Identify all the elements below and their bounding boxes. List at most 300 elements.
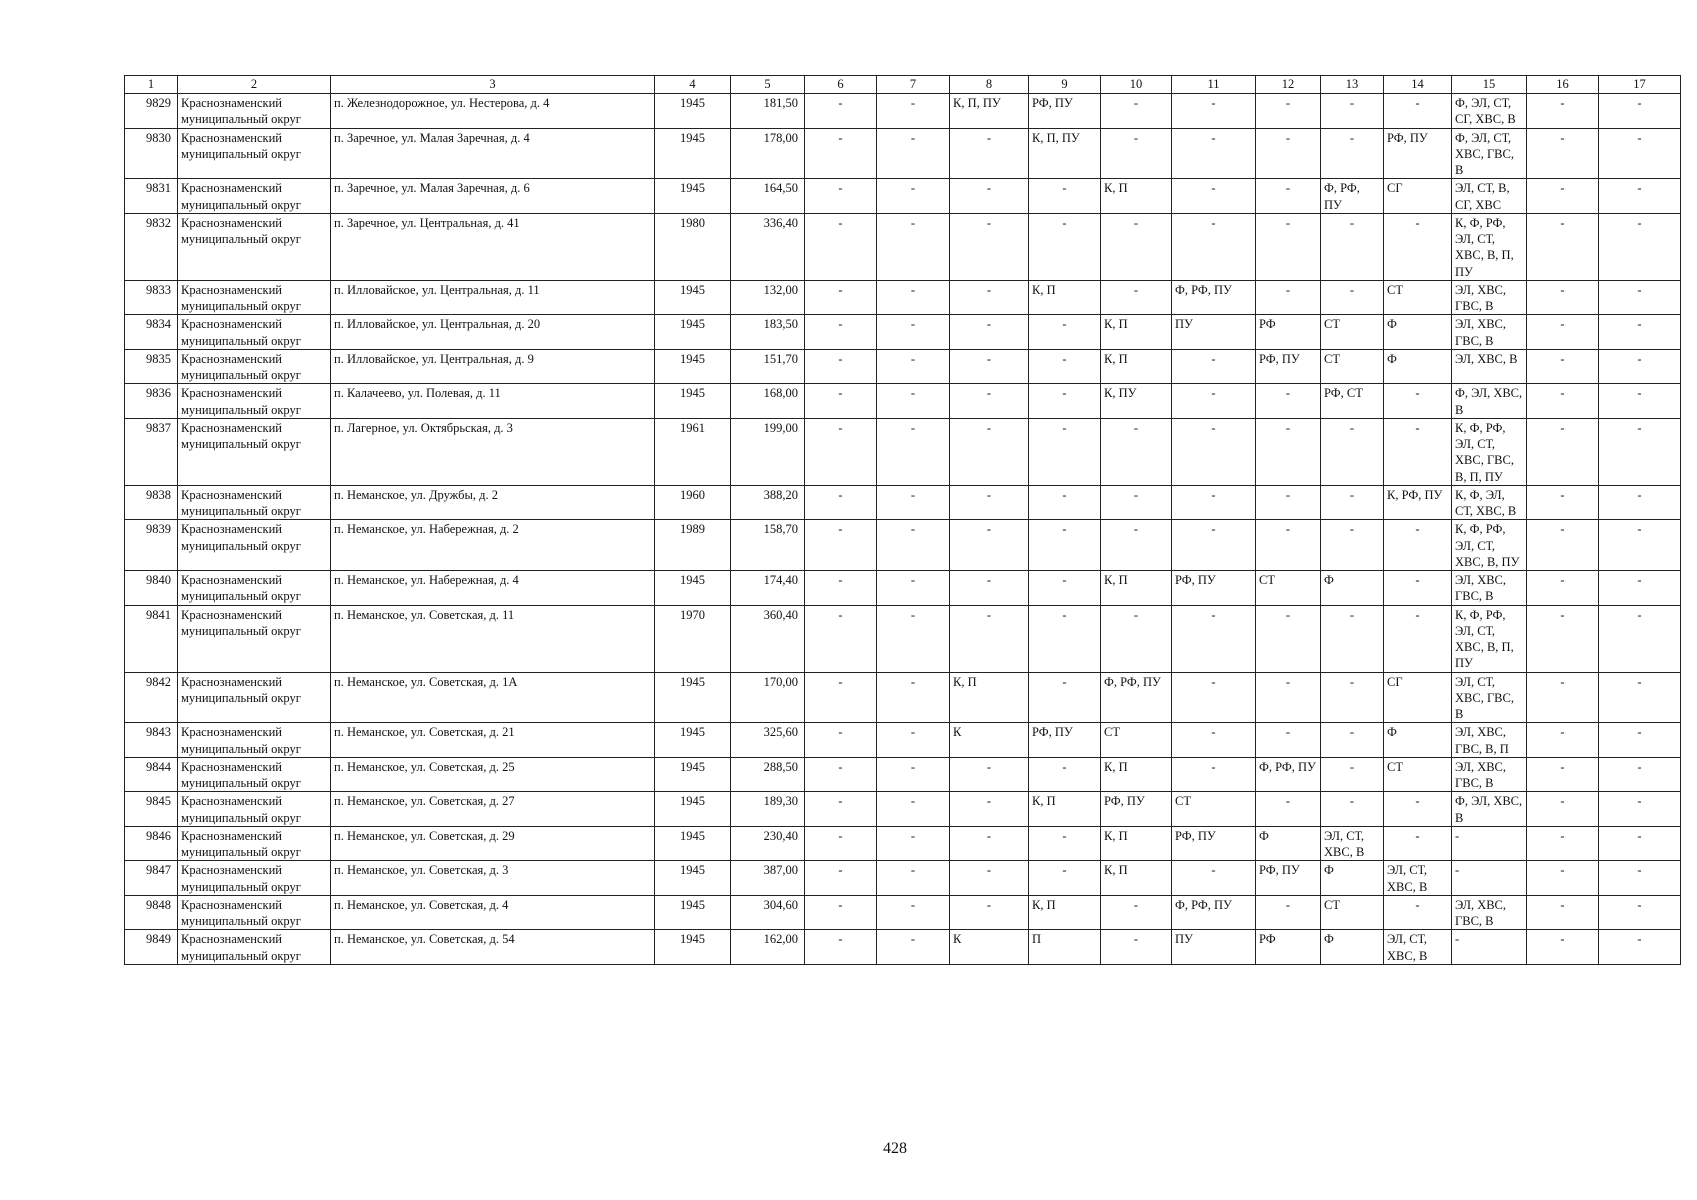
cell-col-6: - <box>805 280 877 315</box>
cell-col-8: - <box>950 485 1029 520</box>
cell-col-13: - <box>1321 485 1384 520</box>
cell-col-15: К, Ф, ЭЛ, СТ, ХВС, В <box>1452 485 1527 520</box>
cell-col-5: 168,00 <box>731 384 805 419</box>
cell-col-8: - <box>950 179 1029 214</box>
cell-col-6: - <box>805 861 877 896</box>
cell-col-7: - <box>877 520 950 571</box>
cell-col-5: 183,50 <box>731 315 805 350</box>
cell-col-10: РФ, ПУ <box>1101 792 1172 827</box>
cell-col-4: 1945 <box>655 895 731 930</box>
cell-col-14: Ф <box>1384 315 1452 350</box>
cell-col-2: Краснознаменский муниципальный округ <box>178 485 331 520</box>
cell-col-10: К, ПУ <box>1101 384 1172 419</box>
cell-col-6: - <box>805 930 877 965</box>
cell-col-10: К, П <box>1101 757 1172 792</box>
cell-col-9: РФ, ПУ <box>1029 94 1101 129</box>
cell-col-10: - <box>1101 213 1172 280</box>
cell-col-12: - <box>1256 485 1321 520</box>
cell-col-6: - <box>805 605 877 672</box>
cell-col-6: - <box>805 349 877 384</box>
cell-col-3: п. Неманское, ул. Набережная, д. 4 <box>331 571 655 606</box>
cell-col-2: Краснознаменский муниципальный округ <box>178 213 331 280</box>
cell-col-13: - <box>1321 520 1384 571</box>
cell-col-1: 9831 <box>125 179 178 214</box>
cell-col-2: Краснознаменский муниципальный округ <box>178 930 331 965</box>
cell-col-1: 9832 <box>125 213 178 280</box>
cell-col-5: 162,00 <box>731 930 805 965</box>
cell-col-2: Краснознаменский муниципальный округ <box>178 571 331 606</box>
cell-col-2: Краснознаменский муниципальный округ <box>178 315 331 350</box>
column-header-13: 13 <box>1321 76 1384 94</box>
cell-col-8: - <box>950 757 1029 792</box>
cell-col-3: п. Неманское, ул. Советская, д. 11 <box>331 605 655 672</box>
cell-col-8: - <box>950 384 1029 419</box>
column-header-5: 5 <box>731 76 805 94</box>
cell-col-2: Краснознаменский муниципальный округ <box>178 792 331 827</box>
cell-col-13: - <box>1321 280 1384 315</box>
cell-col-5: 388,20 <box>731 485 805 520</box>
cell-col-15: Ф, ЭЛ, ХВС, В <box>1452 384 1527 419</box>
cell-col-17: - <box>1599 826 1681 861</box>
cell-col-4: 1945 <box>655 723 731 758</box>
column-header-8: 8 <box>950 76 1029 94</box>
cell-col-9: - <box>1029 315 1101 350</box>
cell-col-9: - <box>1029 861 1101 896</box>
cell-col-6: - <box>805 792 877 827</box>
cell-col-1: 9842 <box>125 672 178 723</box>
cell-col-9: - <box>1029 672 1101 723</box>
cell-col-12: - <box>1256 418 1321 485</box>
cell-col-16: - <box>1527 520 1599 571</box>
cell-col-16: - <box>1527 179 1599 214</box>
cell-col-11: - <box>1172 672 1256 723</box>
cell-col-14: СТ <box>1384 280 1452 315</box>
cell-col-17: - <box>1599 571 1681 606</box>
page-number: 428 <box>883 1140 907 1157</box>
cell-col-13: - <box>1321 672 1384 723</box>
cell-col-11: - <box>1172 128 1256 179</box>
cell-col-10: СТ <box>1101 723 1172 758</box>
cell-col-5: 360,40 <box>731 605 805 672</box>
cell-col-5: 336,40 <box>731 213 805 280</box>
cell-col-15: К, Ф, РФ, ЭЛ, СТ, ХВС, В, П, ПУ <box>1452 605 1527 672</box>
cell-col-5: 170,00 <box>731 672 805 723</box>
cell-col-1: 9838 <box>125 485 178 520</box>
cell-col-13: - <box>1321 213 1384 280</box>
cell-col-12: - <box>1256 605 1321 672</box>
table-body <box>125 94 1681 965</box>
cell-col-11: - <box>1172 723 1256 758</box>
cell-col-9: - <box>1029 605 1101 672</box>
cell-col-16: - <box>1527 94 1599 129</box>
cell-col-17: - <box>1599 213 1681 280</box>
cell-col-3: п. Неманское, ул. Советская, д. 4 <box>331 895 655 930</box>
cell-col-15: К, Ф, РФ, ЭЛ, СТ, ХВС, ГВС, В, П, ПУ <box>1452 418 1527 485</box>
cell-col-7: - <box>877 930 950 965</box>
column-header-2: 2 <box>178 76 331 94</box>
cell-col-10: - <box>1101 418 1172 485</box>
cell-col-11: - <box>1172 861 1256 896</box>
cell-col-7: - <box>877 349 950 384</box>
table-row <box>125 930 1681 965</box>
cell-col-4: 1945 <box>655 349 731 384</box>
cell-col-10: К, П <box>1101 571 1172 606</box>
cell-col-14: - <box>1384 520 1452 571</box>
cell-col-16: - <box>1527 349 1599 384</box>
table-row <box>125 315 1681 350</box>
cell-col-10: - <box>1101 895 1172 930</box>
cell-col-11: - <box>1172 418 1256 485</box>
cell-col-15: ЭЛ, ХВС, ГВС, В <box>1452 280 1527 315</box>
cell-col-9: - <box>1029 418 1101 485</box>
cell-col-16: - <box>1527 315 1599 350</box>
cell-col-13: СТ <box>1321 895 1384 930</box>
cell-col-13: - <box>1321 723 1384 758</box>
cell-col-9: П <box>1029 930 1101 965</box>
cell-col-11: - <box>1172 485 1256 520</box>
cell-col-3: п. Калачеево, ул. Полевая, д. 11 <box>331 384 655 419</box>
cell-col-12: - <box>1256 128 1321 179</box>
cell-col-2: Краснознаменский муниципальный округ <box>178 757 331 792</box>
cell-col-5: 288,50 <box>731 757 805 792</box>
cell-col-9: - <box>1029 826 1101 861</box>
cell-col-11: РФ, ПУ <box>1172 571 1256 606</box>
cell-col-17: - <box>1599 723 1681 758</box>
cell-col-7: - <box>877 94 950 129</box>
cell-col-1: 9844 <box>125 757 178 792</box>
cell-col-14: Ф <box>1384 723 1452 758</box>
cell-col-9: - <box>1029 179 1101 214</box>
cell-col-15: Ф, ЭЛ, СТ, ХВС, ГВС, В <box>1452 128 1527 179</box>
table-row <box>125 384 1681 419</box>
cell-col-11: - <box>1172 94 1256 129</box>
cell-col-7: - <box>877 723 950 758</box>
cell-col-4: 1945 <box>655 930 731 965</box>
cell-col-8: - <box>950 280 1029 315</box>
column-header-7: 7 <box>877 76 950 94</box>
cell-col-7: - <box>877 485 950 520</box>
cell-col-10: К, П <box>1101 826 1172 861</box>
cell-col-6: - <box>805 895 877 930</box>
cell-col-1: 9839 <box>125 520 178 571</box>
column-header-1: 1 <box>125 76 178 94</box>
cell-col-2: Краснознаменский муниципальный округ <box>178 826 331 861</box>
cell-col-2: Краснознаменский муниципальный округ <box>178 672 331 723</box>
cell-col-1: 9833 <box>125 280 178 315</box>
cell-col-8: К, П, ПУ <box>950 94 1029 129</box>
cell-col-16: - <box>1527 605 1599 672</box>
column-header-15: 15 <box>1452 76 1527 94</box>
table-row <box>125 418 1681 485</box>
cell-col-12: - <box>1256 384 1321 419</box>
cell-col-17: - <box>1599 485 1681 520</box>
cell-col-15: К, Ф, РФ, ЭЛ, СТ, ХВС, В, П, ПУ <box>1452 213 1527 280</box>
cell-col-14: - <box>1384 895 1452 930</box>
cell-col-15: ЭЛ, ХВС, ГВС, В <box>1452 571 1527 606</box>
cell-col-17: - <box>1599 520 1681 571</box>
cell-col-4: 1980 <box>655 213 731 280</box>
register-table-container <box>124 75 1660 965</box>
cell-col-4: 1945 <box>655 128 731 179</box>
cell-col-14: - <box>1384 418 1452 485</box>
cell-col-13: Ф <box>1321 861 1384 896</box>
cell-col-3: п. Заречное, ул. Малая Заречная, д. 4 <box>331 128 655 179</box>
cell-col-5: 199,00 <box>731 418 805 485</box>
cell-col-10: К, П <box>1101 315 1172 350</box>
cell-col-1: 9835 <box>125 349 178 384</box>
cell-col-4: 1945 <box>655 94 731 129</box>
column-header-17: 17 <box>1599 76 1681 94</box>
cell-col-2: Краснознаменский муниципальный округ <box>178 349 331 384</box>
cell-col-17: - <box>1599 605 1681 672</box>
cell-col-17: - <box>1599 179 1681 214</box>
cell-col-6: - <box>805 213 877 280</box>
cell-col-2: Краснознаменский муниципальный округ <box>178 605 331 672</box>
cell-col-13: - <box>1321 792 1384 827</box>
table-row <box>125 826 1681 861</box>
cell-col-8: - <box>950 605 1029 672</box>
cell-col-6: - <box>805 723 877 758</box>
cell-col-4: 1945 <box>655 861 731 896</box>
cell-col-12: РФ, ПУ <box>1256 349 1321 384</box>
cell-col-4: 1945 <box>655 672 731 723</box>
cell-col-9: К, П <box>1029 895 1101 930</box>
cell-col-7: - <box>877 384 950 419</box>
cell-col-12: - <box>1256 280 1321 315</box>
cell-col-3: п. Железнодорожное, ул. Нестерова, д. 4 <box>331 94 655 129</box>
cell-col-6: - <box>805 384 877 419</box>
cell-col-2: Краснознаменский муниципальный округ <box>178 723 331 758</box>
cell-col-11: - <box>1172 520 1256 571</box>
cell-col-4: 1945 <box>655 571 731 606</box>
column-header-10: 10 <box>1101 76 1172 94</box>
cell-col-12: Ф, РФ, ПУ <box>1256 757 1321 792</box>
cell-col-2: Краснознаменский муниципальный округ <box>178 895 331 930</box>
table-row <box>125 757 1681 792</box>
cell-col-12: Ф <box>1256 826 1321 861</box>
cell-col-17: - <box>1599 930 1681 965</box>
cell-col-9: - <box>1029 384 1101 419</box>
cell-col-7: - <box>877 280 950 315</box>
table-row <box>125 520 1681 571</box>
cell-col-12: - <box>1256 895 1321 930</box>
column-header-12: 12 <box>1256 76 1321 94</box>
cell-col-16: - <box>1527 792 1599 827</box>
cell-col-12: СТ <box>1256 571 1321 606</box>
cell-col-4: 1945 <box>655 792 731 827</box>
cell-col-5: 174,40 <box>731 571 805 606</box>
cell-col-14: СГ <box>1384 672 1452 723</box>
cell-col-17: - <box>1599 349 1681 384</box>
cell-col-5: 158,70 <box>731 520 805 571</box>
cell-col-17: - <box>1599 384 1681 419</box>
column-header-4: 4 <box>655 76 731 94</box>
cell-col-14: СТ <box>1384 757 1452 792</box>
cell-col-8: К <box>950 723 1029 758</box>
cell-col-8: - <box>950 571 1029 606</box>
cell-col-17: - <box>1599 315 1681 350</box>
cell-col-9: - <box>1029 520 1101 571</box>
cell-col-6: - <box>805 179 877 214</box>
cell-col-13: СТ <box>1321 349 1384 384</box>
cell-col-2: Краснознаменский муниципальный округ <box>178 384 331 419</box>
header-row <box>125 76 1681 94</box>
cell-col-9: РФ, ПУ <box>1029 723 1101 758</box>
cell-col-10: - <box>1101 605 1172 672</box>
cell-col-8: - <box>950 826 1029 861</box>
housing-register-table <box>124 75 1681 965</box>
cell-col-1: 9840 <box>125 571 178 606</box>
cell-col-17: - <box>1599 128 1681 179</box>
cell-col-17: - <box>1599 792 1681 827</box>
cell-col-13: РФ, СТ <box>1321 384 1384 419</box>
column-header-3: 3 <box>331 76 655 94</box>
cell-col-6: - <box>805 315 877 350</box>
cell-col-16: - <box>1527 384 1599 419</box>
cell-col-10: К, П <box>1101 349 1172 384</box>
cell-col-5: 230,40 <box>731 826 805 861</box>
table-row <box>125 605 1681 672</box>
cell-col-5: 387,00 <box>731 861 805 896</box>
cell-col-13: - <box>1321 757 1384 792</box>
cell-col-14: Ф <box>1384 349 1452 384</box>
cell-col-3: п. Илловайское, ул. Центральная, д. 9 <box>331 349 655 384</box>
cell-col-1: 9830 <box>125 128 178 179</box>
cell-col-14: - <box>1384 94 1452 129</box>
cell-col-15: ЭЛ, СТ, ХВС, ГВС, В <box>1452 672 1527 723</box>
cell-col-7: - <box>877 315 950 350</box>
table-row <box>125 672 1681 723</box>
table-row <box>125 94 1681 129</box>
cell-col-13: Ф, РФ, ПУ <box>1321 179 1384 214</box>
table-row <box>125 571 1681 606</box>
cell-col-14: К, РФ, ПУ <box>1384 485 1452 520</box>
cell-col-7: - <box>877 418 950 485</box>
cell-col-10: К, П <box>1101 179 1172 214</box>
cell-col-8: - <box>950 315 1029 350</box>
cell-col-11: ПУ <box>1172 930 1256 965</box>
cell-col-7: - <box>877 757 950 792</box>
cell-col-11: СТ <box>1172 792 1256 827</box>
cell-col-3: п. Неманское, ул. Набережная, д. 2 <box>331 520 655 571</box>
cell-col-7: - <box>877 128 950 179</box>
cell-col-17: - <box>1599 280 1681 315</box>
cell-col-1: 9834 <box>125 315 178 350</box>
cell-col-1: 9841 <box>125 605 178 672</box>
cell-col-13: - <box>1321 94 1384 129</box>
cell-col-4: 1961 <box>655 418 731 485</box>
cell-col-9: К, П <box>1029 280 1101 315</box>
cell-col-11: - <box>1172 179 1256 214</box>
cell-col-8: - <box>950 349 1029 384</box>
cell-col-2: Краснознаменский муниципальный округ <box>178 280 331 315</box>
cell-col-3: п. Неманское, ул. Дружбы, д. 2 <box>331 485 655 520</box>
cell-col-12: РФ <box>1256 315 1321 350</box>
cell-col-16: - <box>1527 213 1599 280</box>
cell-col-4: 1945 <box>655 315 731 350</box>
cell-col-14: РФ, ПУ <box>1384 128 1452 179</box>
cell-col-7: - <box>877 571 950 606</box>
cell-col-14: - <box>1384 792 1452 827</box>
cell-col-16: - <box>1527 757 1599 792</box>
cell-col-14: - <box>1384 605 1452 672</box>
cell-col-3: п. Заречное, ул. Центральная, д. 41 <box>331 213 655 280</box>
cell-col-12: - <box>1256 520 1321 571</box>
cell-col-5: 189,30 <box>731 792 805 827</box>
table-row <box>125 128 1681 179</box>
cell-col-12: - <box>1256 213 1321 280</box>
cell-col-11: ПУ <box>1172 315 1256 350</box>
cell-col-12: РФ, ПУ <box>1256 861 1321 896</box>
cell-col-12: - <box>1256 792 1321 827</box>
cell-col-16: - <box>1527 485 1599 520</box>
cell-col-3: п. Неманское, ул. Советская, д. 29 <box>331 826 655 861</box>
cell-col-11: РФ, ПУ <box>1172 826 1256 861</box>
cell-col-13: ЭЛ, СТ, ХВС, В <box>1321 826 1384 861</box>
cell-col-4: 1970 <box>655 605 731 672</box>
cell-col-5: 325,60 <box>731 723 805 758</box>
cell-col-6: - <box>805 571 877 606</box>
cell-col-12: - <box>1256 179 1321 214</box>
cell-col-15: К, Ф, РФ, ЭЛ, СТ, ХВС, В, ПУ <box>1452 520 1527 571</box>
cell-col-10: - <box>1101 128 1172 179</box>
cell-col-5: 181,50 <box>731 94 805 129</box>
cell-col-11: Ф, РФ, ПУ <box>1172 895 1256 930</box>
cell-col-3: п. Заречное, ул. Малая Заречная, д. 6 <box>331 179 655 214</box>
cell-col-8: - <box>950 520 1029 571</box>
cell-col-8: К, П <box>950 672 1029 723</box>
cell-col-3: п. Неманское, ул. Советская, д. 21 <box>331 723 655 758</box>
cell-col-6: - <box>805 757 877 792</box>
cell-col-8: - <box>950 792 1029 827</box>
cell-col-10: - <box>1101 520 1172 571</box>
cell-col-4: 1945 <box>655 384 731 419</box>
cell-col-4: 1945 <box>655 826 731 861</box>
table-row <box>125 349 1681 384</box>
table-row <box>125 485 1681 520</box>
cell-col-13: Ф <box>1321 571 1384 606</box>
cell-col-16: - <box>1527 895 1599 930</box>
table-row <box>125 179 1681 214</box>
table-row <box>125 723 1681 758</box>
cell-col-11: - <box>1172 213 1256 280</box>
column-header-6: 6 <box>805 76 877 94</box>
cell-col-12: РФ <box>1256 930 1321 965</box>
cell-col-10: К, П <box>1101 861 1172 896</box>
cell-col-1: 9837 <box>125 418 178 485</box>
cell-col-1: 9849 <box>125 930 178 965</box>
cell-col-16: - <box>1527 826 1599 861</box>
cell-col-12: - <box>1256 94 1321 129</box>
cell-col-15: ЭЛ, ХВС, ГВС, В, П <box>1452 723 1527 758</box>
cell-col-13: - <box>1321 605 1384 672</box>
cell-col-15: ЭЛ, ХВС, ГВС, В <box>1452 757 1527 792</box>
table-row <box>125 895 1681 930</box>
cell-col-15: ЭЛ, ХВС, ГВС, В <box>1452 895 1527 930</box>
cell-col-13: Ф <box>1321 930 1384 965</box>
cell-col-15: ЭЛ, СТ, В, СГ, ХВС <box>1452 179 1527 214</box>
cell-col-9: - <box>1029 213 1101 280</box>
cell-col-13: - <box>1321 418 1384 485</box>
cell-col-7: - <box>877 672 950 723</box>
cell-col-2: Краснознаменский муниципальный округ <box>178 861 331 896</box>
cell-col-6: - <box>805 672 877 723</box>
cell-col-7: - <box>877 861 950 896</box>
cell-col-1: 9843 <box>125 723 178 758</box>
cell-col-14: - <box>1384 826 1452 861</box>
cell-col-16: - <box>1527 418 1599 485</box>
cell-col-10: - <box>1101 280 1172 315</box>
